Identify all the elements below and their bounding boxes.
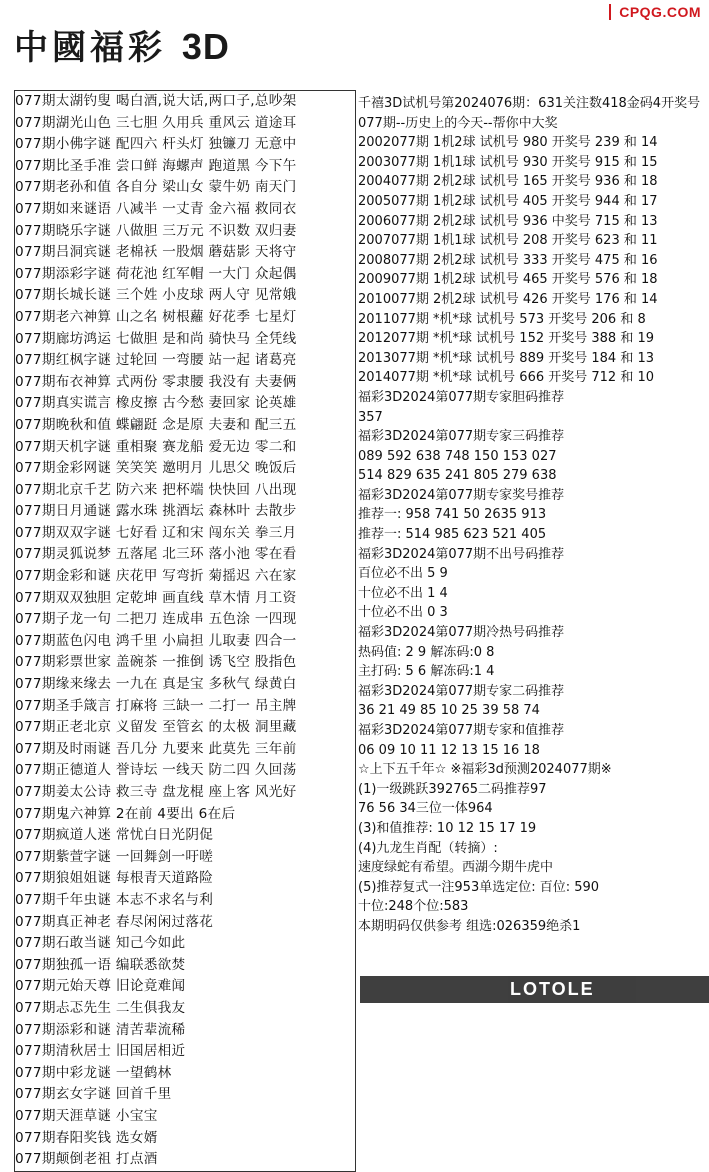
prediction-line: (4)九龙生肖配（转摘）: (358, 840, 498, 856)
prediction-line: 福彩3D2024第077期专家和值推荐 (358, 723, 565, 738)
riddle-row: 077期添彩字谜 荷花池 红军帽 一大门 众起偶 (15, 265, 297, 282)
prediction-line: 2006077期 2机2球 试机号 936 中奖号 715 和 13 (358, 213, 658, 229)
riddle-row: 077期紫萱字谜 一回舞剑一吁嗟 (15, 848, 214, 865)
riddle-row: 077期千年虫谜 本志不求名与利 (15, 891, 214, 908)
prediction-line: 十位必不出 1 4 (358, 585, 448, 601)
riddle-row: 077期独孤一语 编联悉欲焚 (15, 956, 186, 973)
riddle-list (14, 90, 356, 1172)
prediction-line: 推荐一: 958 741 50 2635 913 (358, 507, 547, 523)
prediction-line: 2011077期 *机*球 试机号 573 开奖号 206 和 8 (358, 311, 646, 327)
prediction-line: 百位必不出 5 9 (358, 566, 448, 582)
prediction-line: 2007077期 1机1球 试机号 208 开奖号 623 和 11 (358, 233, 658, 249)
riddle-row: 077期真实谎言 橡皮擦 古今愁 妻回家 论英雄 (15, 395, 297, 412)
watermark-bar (360, 976, 709, 1003)
prediction-line: 357 (358, 409, 383, 425)
prediction-line: 本期明码仅供参考 组选:026359绝杀1 (358, 918, 581, 934)
riddle-row: 077期日月通谜 露水珠 挑酒坛 森林叶 去散步 (15, 503, 297, 520)
prediction-line: 06 09 10 11 12 13 15 16 18 (358, 742, 540, 758)
riddle-row: 077期玄女字谜 回首千里 (15, 1086, 172, 1103)
trial-number-intro: 千禧3D试机号第2024076期：631关注数418金码4开奖号 (358, 96, 701, 111)
riddle-row: 077期中彩龙谜 一望鹤林 (15, 1064, 172, 1081)
prediction-line: 2012077期 *机*球 试机号 152 开奖号 388 和 19 (358, 331, 654, 347)
riddle-row: 077期老六神算 山之名 树根蘿 好花季 七星灯 (15, 308, 297, 325)
riddle-row: 077期正德道人 誉诗坛 一线天 防二四 久回荡 (15, 762, 297, 779)
prediction-line: 十位:248个位:583 (358, 899, 469, 915)
prediction-line: 福彩3D2024第077期冷热号码推荐 (358, 625, 565, 641)
prediction-line: 热码值: 2 9 解冻码:0 8 (358, 644, 495, 660)
brand-3d: 3D (181, 26, 230, 67)
brand-chinese: 中國福彩 (14, 28, 166, 68)
riddle-row: 077期双双独胆 定乾坤 画直线 草木情 月工资 (15, 589, 297, 606)
prediction-line: 2009077期 1机2球 试机号 465 开奖号 576 和 18 (358, 272, 658, 288)
prediction-line: 089 592 638 748 150 153 027 (358, 448, 557, 464)
riddle-row: 077期比圣手准 尝口鲜 海螺声 跑道黑 今下午 (15, 157, 297, 174)
prediction-line: 速度绿蛇有希望。西湖今期牛虎中 (358, 860, 554, 876)
prediction-line: 2004077期 2机2球 试机号 165 开奖号 936 和 18 (358, 174, 658, 190)
riddle-row: 077期忐忑先生 二生俱我友 (15, 999, 186, 1016)
prediction-line: 077期--历史上的今天--帮你中大奖 (358, 115, 558, 131)
riddle-row: 077期彩票世家 盖碗茶 一推倒 诱飞空 股指色 (15, 654, 297, 671)
riddle-row: 077期晚秋和值 蝶翩跹 念是原 夫妻和 配三五 (15, 416, 297, 433)
prediction-line: 2005077期 1机2球 试机号 405 开奖号 944 和 17 (358, 193, 658, 209)
riddle-row: 077期小佛字谜 配四六 杆头灯 独镰刀 无意中 (15, 136, 297, 153)
riddle-row: 077期湖光山色 三七胆 久用兵 重风云 道途耳 (15, 114, 297, 131)
riddle-row: 077期姜太公诗 救三寺 盘龙棍 座上客 风光好 (15, 784, 297, 800)
riddle-row: 077期清秋居士 旧国居相近 (15, 1043, 186, 1060)
prediction-line: 2008077期 2机2球 试机号 333 开奖号 475 和 16 (358, 252, 658, 268)
brand-title (14, 20, 230, 69)
riddle-row: 077期晓乐字谜 八做胆 三万元 不识数 双归妻 (15, 222, 297, 239)
riddle-row: 077期天机字谜 重相聚 赛龙船 爱无边 零二和 (15, 438, 297, 455)
riddle-row: 077期金彩网谜 笑笑笑 邀明月 儿思父 晚饭后 (15, 460, 297, 477)
riddle-row: 077期长城长谜 三个姓 小皮球 两人守 见常娥 (15, 287, 297, 304)
riddle-row: 077期吕洞宾谜 老棉袄 一股烟 蘑菇影 天将守 (15, 244, 297, 261)
riddle-row: 077期石敢当谜 知己今如此 (15, 935, 186, 952)
riddle-row: 077期双双字谜 七好看 辽和宋 闯东关 拳三月 (15, 524, 297, 541)
riddle-row: 077期蓝色闪电 鸿千里 小扁担 儿取妻 四合一 (15, 632, 297, 649)
riddle-row: 077期真正神老 春尽闲闲过落花 (15, 913, 214, 930)
riddle-row: 077期如来谜语 八减半 一丈青 金六福 救同衣 (15, 200, 297, 217)
site-logo: CPQG.COM (609, 4, 701, 20)
prediction-line: 2013077期 *机*球 试机号 889 开奖号 184 和 13 (358, 350, 654, 366)
prediction-column (358, 94, 703, 937)
prediction-line: (3)和值推荐: 10 12 15 17 19 (358, 820, 537, 836)
riddle-row: 077期正老北京 义留发 至管玄 的太极 洞里藏 (15, 719, 297, 736)
riddle-row: 077期缘来缘去 一九在 真是宝 多秋气 绿黄白 (15, 676, 297, 693)
riddle-row: 077期灵狐说梦 五落尾 北三环 落小池 零在看 (15, 546, 297, 563)
riddle-row: 077期颠倒老祖 打点酒 (15, 1151, 158, 1168)
prediction-line: 福彩3D2024第077期专家二码推荐 (358, 683, 565, 699)
prediction-line: 514 829 635 241 805 279 638 (358, 468, 557, 484)
riddle-row: 077期添彩和谜 清苦辈流稀 (15, 1021, 186, 1038)
watermark-text: LOTOLE (510, 979, 595, 999)
riddle-row: 077期太湖钓叟 喝白酒,说大话,两口子,总吵架 (15, 93, 297, 109)
prediction-line: 2014077期 *机*球 试机号 666 开奖号 712 和 10 (358, 370, 654, 386)
prediction-line: 36 21 49 85 10 25 39 58 74 (358, 703, 540, 719)
riddle-row: 077期圣手箴言 打麻将 三缺一 二打一 吊主牌 (15, 697, 297, 714)
prediction-line: (1)一级跳跃392765二码推荐97 (358, 781, 547, 797)
riddle-row: 077期红枫字谜 过轮回 一弯腰 站一起 诸葛亮 (15, 352, 297, 369)
riddle-row: 077期天涯草谜 小宝宝 (15, 1107, 158, 1124)
riddle-row: 077期北京千艺 防六来 把杯端 快快回 八出现 (15, 481, 297, 498)
riddle-row: 077期金彩和谜 庆花甲 写弯折 菊摇迟 六在家 (15, 568, 297, 585)
prediction-line: 2003077期 1机1球 试机号 930 开奖号 915 和 15 (358, 154, 658, 170)
riddle-row: 077期及时雨谜 吾几分 九要来 此莫先 三年前 (15, 740, 297, 757)
prediction-line: 福彩3D2024第077期专家胆码推荐 (358, 389, 565, 405)
prediction-line: (5)推荐复式一注953单选定位: 百位: 590 (358, 879, 600, 895)
riddle-row: 077期廊坊鸿运 七做胆 是和尚 骑快马 全凭线 (15, 330, 297, 347)
prediction-line: 76 56 34三位一体964 (358, 801, 493, 817)
prediction-line: 2002077期 1机2球 试机号 980 开奖号 239 和 14 (358, 135, 658, 151)
prediction-line: 福彩3D2024第077期专家奖号推荐 (358, 487, 565, 503)
riddle-row: 077期老孙和值 各自分 梁山女 蒙牛奶 南天门 (15, 179, 297, 196)
riddle-row: 077期元始天尊 旧论竟难闻 (15, 978, 186, 995)
riddle-row: 077期子龙一句 二把刀 连成串 五色涂 一四现 (15, 611, 297, 628)
riddle-row: 077期春阳奖钱 选女婿 (15, 1129, 158, 1146)
riddle-row: 077期狼姐姐谜 每根青天道路险 (15, 870, 214, 887)
riddle-row: 077期布衣神算 式两份 零隶腰 我没有 夫妻俩 (15, 373, 297, 390)
prediction-line: 十位必不出 0 3 (358, 605, 448, 621)
prediction-line: 推荐一: 514 985 623 521 405 (358, 527, 547, 543)
riddle-row: 077期疯道人迷 常忧白日光阴促 (15, 827, 214, 844)
prediction-line: 福彩3D2024第077期不出号码推荐 (358, 546, 565, 562)
riddle-row: 077期鬼六神算 2在前 4要出 6在后 (15, 805, 236, 822)
prediction-line: 福彩3D2024第077期专家三码推荐 (358, 429, 565, 445)
prediction-line: 2010077期 2机2球 试机号 426 开奖号 176 和 14 (358, 291, 658, 307)
prediction-line: ☆上下五千年☆ ※福彩3d预测2024077期※ (358, 762, 612, 778)
prediction-line: 主打码: 5 6 解冻码:1 4 (358, 664, 495, 680)
